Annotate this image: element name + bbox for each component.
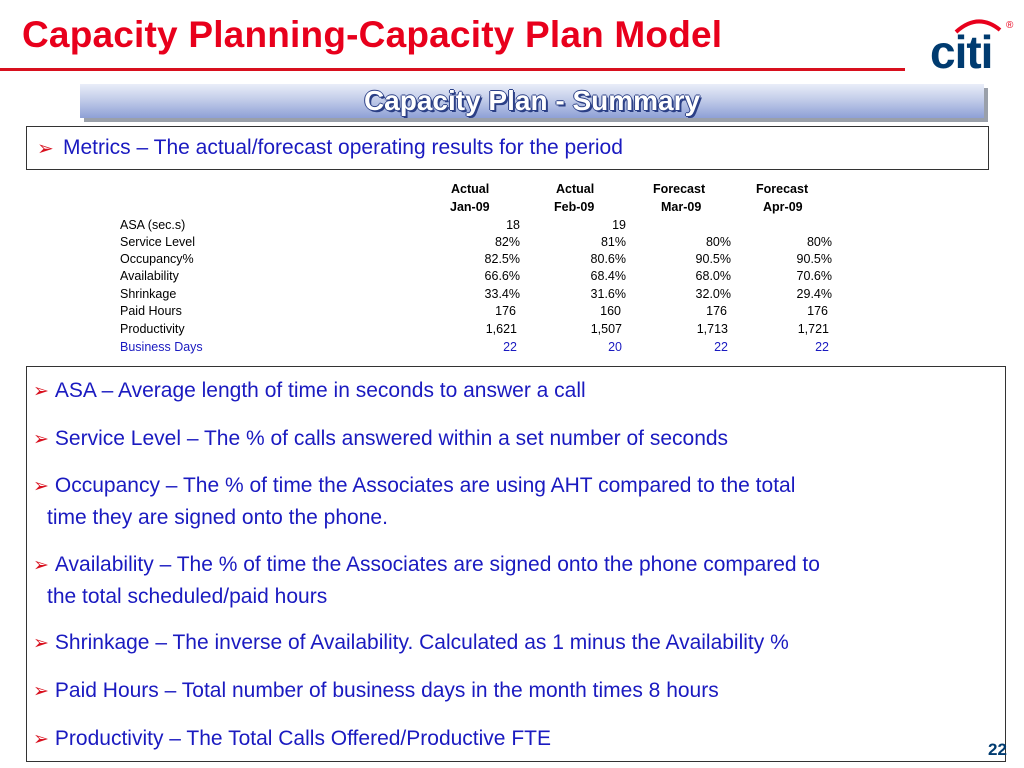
table-cell: 33.4% (484, 287, 520, 301)
table-cell: 29.4% (796, 287, 832, 301)
row-label: Occupancy% (120, 252, 194, 266)
page-number: 22 (988, 740, 1007, 759)
row-label: Productivity (120, 322, 185, 336)
row-label: Shrinkage (120, 287, 177, 301)
table-cell: 20 (608, 340, 622, 354)
table-cell: 31.6% (590, 287, 626, 301)
table-cell: 1,721 (797, 322, 829, 336)
arrow-bullet-icon: ➢ (37, 138, 54, 160)
row-label: ASA (sec.s) (120, 218, 186, 232)
section-banner (80, 84, 984, 118)
definition-text: Paid Hours – Total number of business days in the month times 8 hours (54, 679, 719, 702)
row-label: Service Level (120, 235, 196, 249)
definition-item (33, 675, 998, 707)
definition-item (33, 627, 998, 659)
table-cell: 66.6% (484, 269, 520, 283)
definition-item (33, 549, 998, 612)
column-header-type: Actual (556, 182, 595, 196)
column-header-month: Feb-09 (554, 200, 595, 214)
table-cell: 68.0% (695, 269, 731, 283)
arrow-bullet-icon: ➢ (33, 555, 49, 576)
definition-text-continued: the total scheduled/paid hours (47, 585, 328, 608)
table-cell: 80.6% (590, 252, 626, 266)
table-cell: 22 (815, 340, 829, 354)
definition-item (33, 423, 998, 455)
table-cell: 18 (506, 218, 520, 232)
table-cell: 68.4% (590, 269, 626, 283)
definition-item (33, 723, 998, 755)
title-divider (0, 68, 905, 71)
definition-text: Occupancy – The % of time the Associates are using AHT compared to the total (54, 474, 796, 497)
table-cell: 19 (612, 218, 626, 232)
table-cell: 90.5% (695, 252, 731, 266)
row-label: Paid Hours (120, 304, 182, 318)
banner-label: Capacity Plan - Summary (363, 85, 701, 116)
registered-mark: ® (1006, 20, 1014, 31)
column-header-type: Forecast (653, 182, 706, 196)
metrics-note-text: Metrics – The actual/forecast operating results for the period (63, 136, 623, 159)
definition-text: Shrinkage – The inverse of Availability. Calculated as 1 minus the Availability % (54, 631, 789, 654)
arrow-bullet-icon: ➢ (33, 729, 49, 750)
row-label: Availability (120, 269, 179, 283)
table-cell: 82% (494, 235, 520, 249)
column-header-type: Actual (451, 182, 490, 196)
column-header-month: Jan-09 (450, 200, 490, 214)
table-cell: 22 (503, 340, 517, 354)
column-header-month: Mar-09 (661, 200, 702, 214)
table-cell: 176 (495, 304, 516, 318)
definition-text: ASA – Average length of time in seconds to answer a call (54, 379, 586, 402)
definition-item (33, 470, 998, 533)
definition-text: Availability – The % of time the Associates are signed onto the phone compared to (54, 553, 820, 576)
citi-logo (922, 8, 1018, 78)
table-cell: 82.5% (484, 252, 520, 266)
table-cell: 1,713 (696, 322, 728, 336)
arrow-bullet-icon: ➢ (33, 476, 49, 497)
table-cell: 1,507 (590, 322, 622, 336)
table-cell: 176 (807, 304, 828, 318)
table-cell: 81% (600, 235, 626, 249)
table-cell: 22 (714, 340, 728, 354)
row-label: Business Days (120, 340, 203, 354)
column-header-type: Forecast (756, 182, 809, 196)
table-cell: 176 (706, 304, 727, 318)
table-cell: 70.6% (796, 269, 832, 283)
table-cell: 1,621 (485, 322, 517, 336)
column-header-month: Apr-09 (763, 200, 803, 214)
table-cell: 32.0% (695, 287, 731, 301)
table-cell: 160 (600, 304, 621, 318)
table-cell: 80% (705, 235, 731, 249)
logo-wordmark: citi (930, 26, 993, 78)
definitions-box (26, 366, 1006, 762)
table-cell: 90.5% (796, 252, 832, 266)
arrow-bullet-icon: ➢ (33, 381, 49, 402)
page-title: Capacity Planning-Capacity Plan Model (22, 14, 723, 55)
metrics-note-box (26, 126, 989, 170)
definition-text: Service Level – The % of calls answered within a set number of seconds (54, 427, 729, 450)
arrow-bullet-icon: ➢ (33, 681, 49, 702)
definition-item (33, 375, 998, 407)
arrow-bullet-icon: ➢ (33, 633, 49, 654)
definition-text: Productivity – The Total Calls Offered/Productive FTE (54, 727, 551, 750)
table-cell: 80% (806, 235, 832, 249)
arrow-bullet-icon: ➢ (33, 429, 49, 450)
definition-text-continued: time they are signed onto the phone. (47, 506, 388, 529)
